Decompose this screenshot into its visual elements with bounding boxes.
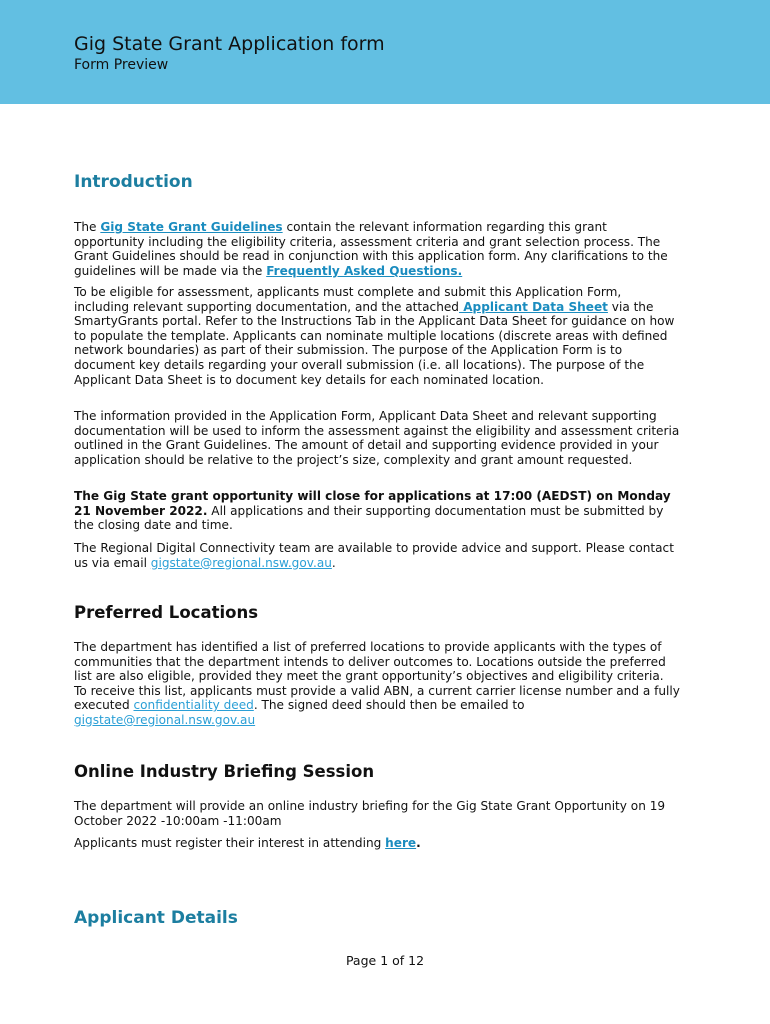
- intro-paragraph-3: The information provided in the Application Form, Applicant Data Sheet and relevant supporting documentation will be used to inform the assessment against the eligibility and assessment criteria outlined in the Grant Guidelines. The amount of detail and supporting evidence provided in your application should be relative to the project’s size, complexity and grant amount requested.: [74, 409, 680, 467]
- page-number: Page 1 of 12: [345, 953, 425, 968]
- briefing-paragraph-2: Applicants must register their interest in attending here.: [74, 836, 421, 850]
- intro-paragraph-2: To be eligible for assessment, applicants must complete and submit this Application Form, including relevant supporting documentation, and the attached Applicant Data Sheet via the SmartyGrants portal. Refer to the Instructions Tab in the Applicant Data Sheet for guidance on how to populate the template. Applicants can nominate multiple locations (discrete areas with defined network boundaries) as part of their submission. The purpose of the Application Form is to document key details regarding your overall submission (i.e. all locations). The purpose of the Applicant Data Sheet is to document key details for each nominated location.: [74, 285, 675, 387]
- introduction-heading: Introduction: [74, 172, 193, 192]
- closing-date-paragraph: The Gig State grant opportunity will close for applications at 17:00 (AEDST) on Monday 21 November 2022. All applications and their supporting documentation must be submitted by the closing date and time.: [74, 489, 671, 533]
- guidelines-link[interactable]: Gig State Grant Guidelines: [100, 220, 283, 234]
- applicant-details-heading: Applicant Details: [74, 908, 238, 928]
- deed-email-link[interactable]: gigstate@regional.nsw.gov.au: [74, 712, 256, 727]
- form-title: Gig State Grant Application form: [74, 33, 385, 55]
- contact-email-link[interactable]: gigstate@regional.nsw.gov.au: [150, 555, 332, 570]
- applicant-data-sheet-link[interactable]: Applicant Data Sheet: [458, 299, 608, 314]
- briefing-heading: Online Industry Briefing Session: [74, 762, 375, 781]
- confidentiality-deed-link[interactable]: confidentiality deed: [133, 698, 254, 713]
- intro-paragraph-1: The Gig State Grant Guidelines contain the relevant information regarding this grant opportunity including the eligibility criteria, assessment criteria and grant selection process. The Grant Guidelines should be read in conjunction with this application form. Any clarifications to the guidelines will be made via the Frequently Asked Questions.: [74, 220, 668, 278]
- faq-link[interactable]: Frequently Asked Questions.: [266, 263, 463, 278]
- preferred-locations-paragraph: The department has identified a list of preferred locations to provide applicants with the types of communities that the department intends to deliver outcomes to. Locations outside the preferred list are also eligible, provided they meet the grant opportunity’s objectives and eligibility criteria. To receive this list, applicants must provide a valid ABN, a current carrier license number and a fully executed confidentiality deed. The signed deed should then be emailed to gigstate@regional.nsw.gov.au: [74, 640, 680, 727]
- preferred-locations-heading: Preferred Locations: [74, 603, 259, 622]
- briefing-paragraph-1: The department will provide an online industry briefing for the Gig State Grant Opportunity on 19 October 2022 -10:00am -11:00am: [74, 799, 666, 828]
- form-header: [0, 0, 770, 104]
- contact-paragraph: The Regional Digital Connectivity team are available to provide advice and support. Please contact us via email gigstate@regional.nsw.gov.au.: [74, 541, 674, 570]
- register-here-link[interactable]: here: [385, 836, 417, 850]
- form-subtitle: Form Preview: [74, 57, 169, 73]
